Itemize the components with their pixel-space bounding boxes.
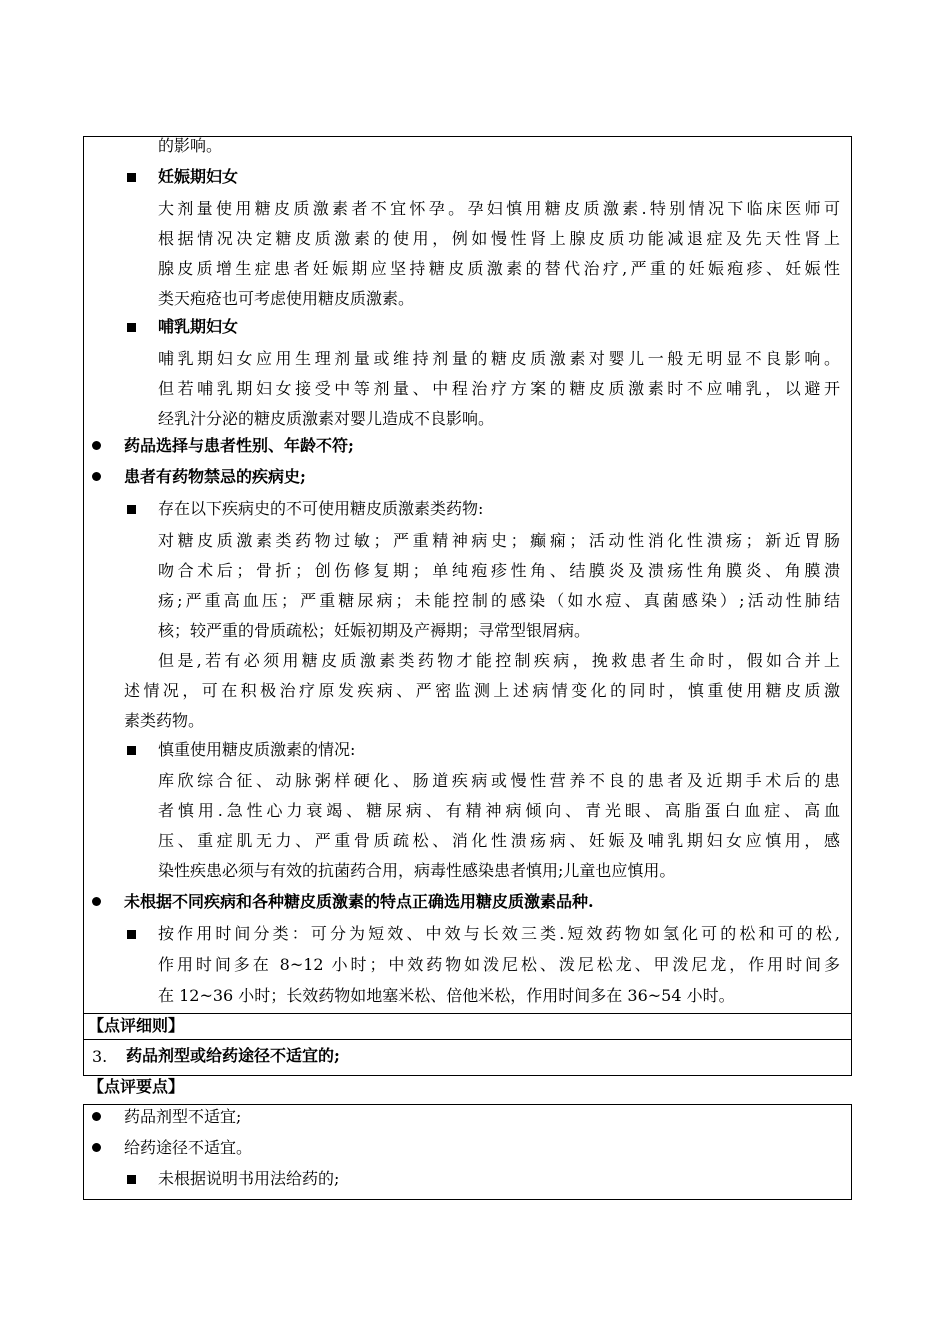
bullet-gender-age: 药品选择与患者性别、年龄不符;	[124, 436, 354, 455]
square-bullet-icon	[127, 173, 136, 182]
pregnancy-line-4: 类天疱疮也可考虑使用糖皮质激素。	[158, 289, 415, 308]
bullet-not-selected: 未根据不同疾病和各种糖皮质激素的特点正确选用糖皮质激素品种.	[124, 892, 594, 911]
duration-line-2: 作用时间多在 8~12 小时；中效药物如泼尼松、泼尼松龙、甲泼尼龙，作用时间多	[158, 955, 840, 974]
caution-line-3: 压、重症肌无力、严重骨质疏松、消化性溃疡病、妊娠及哺乳期妇女应慎用，感	[158, 831, 840, 850]
bullet-form: 药品剂型不适宜;	[124, 1107, 242, 1126]
caution-line-4: 染性疾患必须与有效的抗菌药合用，病毒性感染患者慎用;儿童也应慎用。	[158, 861, 676, 880]
round-bullet-icon	[92, 1143, 101, 1152]
lactation-heading: 哺乳期妇女	[158, 317, 239, 336]
sub-route: 未根据说明书用法给药的;	[158, 1169, 340, 1188]
square-bullet-icon	[127, 930, 136, 939]
rules-header: 【点评细则】	[88, 1016, 185, 1035]
round-bullet-icon	[92, 1112, 101, 1121]
rules-divider	[83, 1039, 852, 1040]
contra-heading: 存在以下疾病史的不可使用糖皮质激素类药物:	[158, 499, 484, 518]
rules-table	[83, 1013, 852, 1076]
contra-line-1: 对糖皮质激素类药物过敏；严重精神病史；癫痫；活动性消化性溃疡；新近胃肠	[158, 531, 840, 550]
duration-line-1: 按作用时间分类：可分为短效、中效与长效三类.短效药物如氢化可的松和可的松,	[158, 924, 840, 943]
rule-number: 3.	[92, 1047, 108, 1066]
square-bullet-icon	[127, 323, 136, 332]
pregnancy-line-1: 大剂量使用糖皮质激素者不宜怀孕。孕妇慎用糖皮质激素.特别情况下临床医师可	[158, 199, 840, 218]
continuation-text: 的影响。	[158, 136, 223, 155]
round-bullet-icon	[92, 897, 101, 906]
caution-heading: 慎重使用糖皮质激素的情况:	[158, 740, 356, 759]
square-bullet-icon	[127, 505, 136, 514]
rule-text: 药品剂型或给药途径不适宜的;	[126, 1046, 340, 1065]
lactation-line-2: 但若哺乳期妇女接受中等剂量、中程治疗方案的糖皮质激素时不应哺乳，以避开	[158, 379, 840, 398]
contra-line-2: 吻合术后；骨折；创伤修复期；单纯疱疹性角、结膜炎及溃疡性角膜炎、角膜溃	[158, 561, 840, 580]
caution-line-2: 者慎用.急性心力衰竭、糖尿病、有精神病倾向、青光眼、高脂蛋白血症、高血	[158, 801, 840, 820]
caution-line-1: 库欣综合征、动脉粥样硬化、肠道疾病或慢性营养不良的患者及近期手术后的患	[158, 771, 840, 790]
lactation-line-3: 经乳汁分泌的糖皮质激素对婴儿造成不良影响。	[158, 409, 495, 428]
square-bullet-icon	[127, 1175, 136, 1184]
duration-line-3: 在 12~36 小时；长效药物如地塞米松、倍他米松，作用时间多在 36~54 小时。	[158, 986, 735, 1005]
lactation-line-1: 哺乳期妇女应用生理剂量或维持剂量的糖皮质激素对婴儿一般无明显不良影响。	[158, 349, 840, 368]
contra-line-4: 核；较严重的骨质疏松；妊娠初期及产褥期；寻常型银屑病。	[158, 621, 591, 640]
round-bullet-icon	[92, 441, 101, 450]
contra-note-line-2: 述情况，可在积极治疗原发疾病、严密监测上述病情变化的同时，慎重使用糖皮质激	[124, 681, 840, 700]
bullet-route: 给药途径不适宜。	[124, 1138, 253, 1157]
square-bullet-icon	[127, 746, 136, 755]
contra-note-line-1: 但是,若有必须用糖皮质激素类药物才能控制疾病，挽救患者生命时，假如合并上	[158, 651, 840, 670]
contra-note-line-3: 素类药物。	[124, 711, 205, 730]
bullet-contraindication: 患者有药物禁忌的疾病史;	[124, 467, 306, 486]
points-header: 【点评要点】	[88, 1077, 185, 1096]
pregnancy-line-3: 腺皮质增生症患者妊娠期应坚持糖皮质激素的替代治疗,严重的妊娠疱疹、妊娠性	[158, 259, 840, 278]
contra-line-3: 疡;严重高血压；严重糖尿病；未能控制的感染（如水痘、真菌感染）;活动性肺结	[158, 591, 840, 610]
pregnancy-line-2: 根据情况决定糖皮质激素的使用，例如慢性肾上腺皮质功能减退症及先天性肾上	[158, 229, 840, 248]
pregnancy-heading: 妊娠期妇女	[158, 167, 239, 186]
round-bullet-icon	[92, 472, 101, 481]
